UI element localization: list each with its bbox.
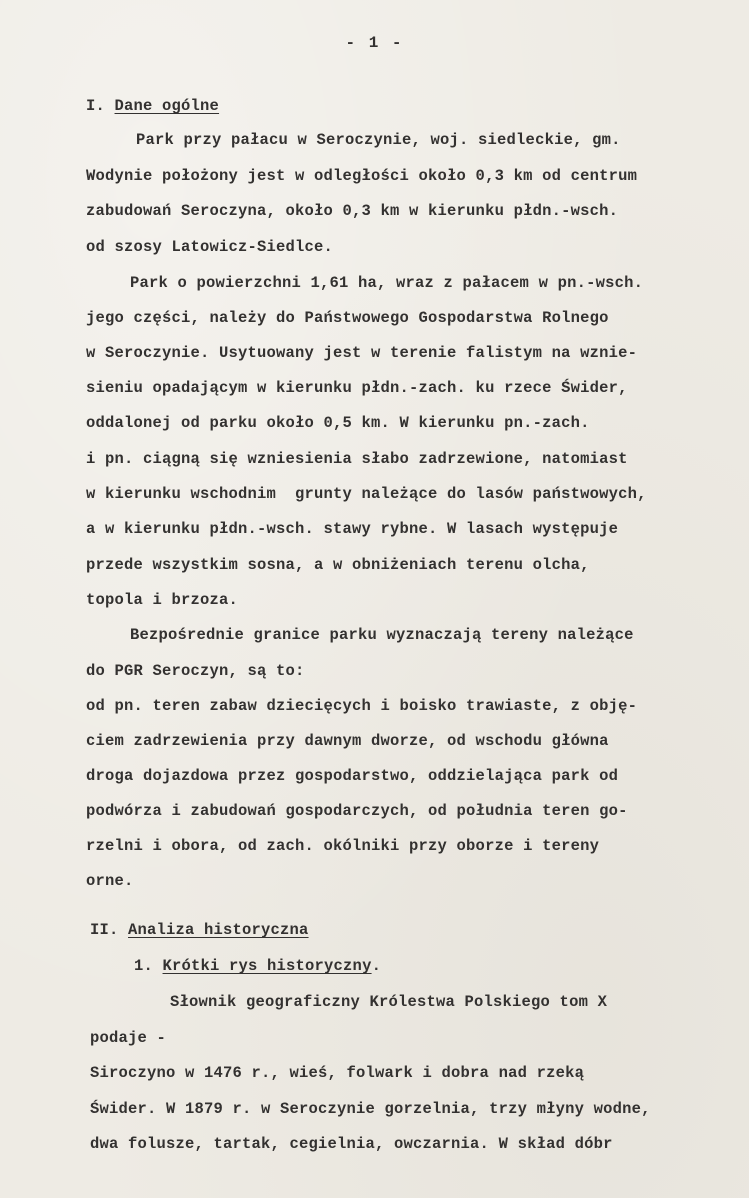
section-2-title: Analiza historyczna bbox=[128, 921, 309, 939]
s1-p3-line: od pn. teren zabaw dziecięcych i boisko trawiaste, z obję- bbox=[86, 697, 638, 715]
s1-p2-line: sieniu opadającym w kierunku płdn.-zach. ku rzece Świder, bbox=[86, 379, 628, 397]
s1-p3-line: droga dojazdowa przez gospodarstwo, oddzielająca park od bbox=[86, 767, 619, 785]
s2-p1-line: Słownik geograficzny Królestwa Polskiego tom X bbox=[170, 993, 608, 1011]
section-2-number: II. bbox=[90, 921, 119, 939]
s1-p3-line: rzelni i obora, od zach. okólniki przy oborze i tereny bbox=[86, 837, 600, 855]
section-1-title: Dane ogólne bbox=[114, 97, 220, 115]
s1-p3-line: Bezpośrednie granice parku wyznaczają tereny należące bbox=[130, 626, 634, 644]
s2-p1-line: Siroczyno w 1476 r., wieś, folwark i dobra nad rzeką bbox=[90, 1064, 585, 1082]
s1-p1-line: Wodynie położony jest w odległości około 0,3 km od centrum bbox=[86, 167, 638, 185]
subsection-1-title: Krótki rys historyczny bbox=[162, 957, 372, 975]
s2-p1-line: podaje - bbox=[90, 1029, 167, 1047]
section-2-heading bbox=[90, 920, 309, 940]
subsection-1-heading bbox=[134, 956, 381, 976]
s1-p1-line: zabudowań Seroczyna, około 0,3 km w kierunku płdn.-wsch. bbox=[86, 202, 619, 220]
s1-p2-line: w kierunku wschodnim grunty należące do lasów państwowych, bbox=[86, 485, 647, 503]
subsection-1-number: 1. bbox=[134, 957, 154, 975]
section-1-number: I. bbox=[86, 97, 106, 115]
s1-p2-line: jego części, należy do Państwowego Gospodarstwa Rolnego bbox=[86, 309, 609, 327]
s2-p1-line: dwa folusze, tartak, cegielnia, owczarnia. W skład dóbr bbox=[90, 1135, 613, 1153]
s1-p3-line: orne. bbox=[86, 872, 134, 890]
s1-p1-line: od szosy Latowicz-Siedlce. bbox=[86, 238, 334, 256]
s1-p2-line: oddalonej od parku około 0,5 km. W kierunku pn.-zach. bbox=[86, 414, 590, 432]
s1-p2-line: i pn. ciągną się wzniesienia słabo zadrzewione, natomiast bbox=[86, 450, 628, 468]
s1-p2-line: topola i brzoza. bbox=[86, 591, 239, 609]
s1-p3-line: ciem zadrzewienia przy dawnym dworze, od wschodu główna bbox=[86, 732, 609, 750]
page-number: - 1 - bbox=[345, 34, 404, 52]
s2-p1-line: Świder. W 1879 r. w Seroczynie gorzelnia, trzy młyny wodne, bbox=[90, 1100, 651, 1118]
s1-p1-line: Park przy pałacu w Seroczynie, woj. siedleckie, gm. bbox=[136, 131, 621, 149]
s1-p2-line: w Seroczynie. Usytuowany jest w terenie falistym na wznie- bbox=[86, 344, 638, 362]
s1-p2-line: przede wszystkim sosna, a w obniżeniach terenu olcha, bbox=[86, 556, 590, 574]
s1-p2-line: a w kierunku płdn.-wsch. stawy rybne. W lasach występuje bbox=[86, 520, 619, 538]
s1-p2-line: Park o powierzchni 1,61 ha, wraz z pałacem w pn.-wsch. bbox=[130, 274, 644, 292]
section-1-heading bbox=[86, 96, 219, 116]
s1-p3-line: do PGR Seroczyn, są to: bbox=[86, 662, 305, 680]
subsection-1-suffix: . bbox=[371, 957, 382, 975]
s1-p3-line: podwórza i zabudowań gospodarczych, od południa teren go- bbox=[86, 802, 628, 820]
